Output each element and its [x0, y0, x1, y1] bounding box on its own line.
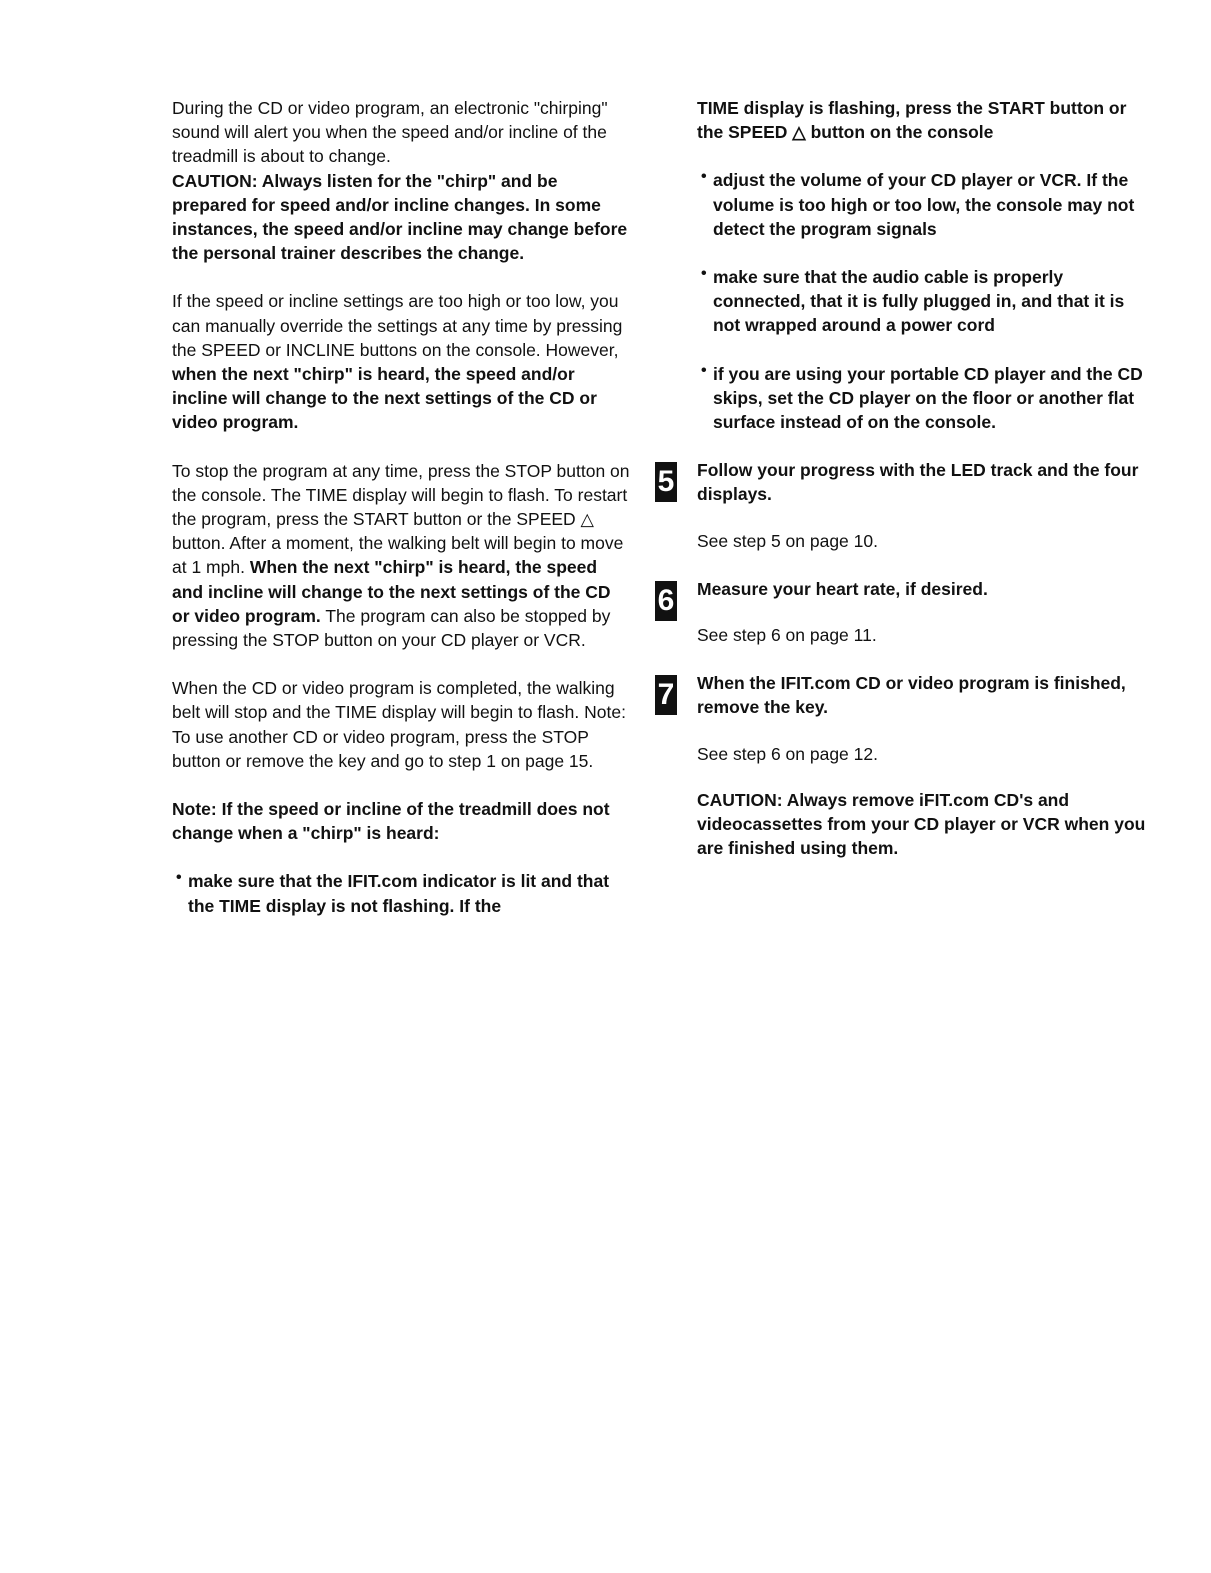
bullet-dot-icon: •: [176, 869, 182, 887]
chirp-intro-text: During the CD or video program, an electronic "chirping" sound will alert you when the speed and/or incline of the treadmill is about to change.: [172, 98, 608, 167]
step-6-reference: See step 6 on page 11.: [697, 625, 877, 646]
chirp-paragraph: [172, 96, 632, 265]
remove-media-caution: CAUTION: Always remove iFIT.com CD's and videocassettes from your CD player or VCR when you are finished using them.: [697, 789, 1146, 859]
step-6: [655, 577, 1155, 647]
step-5-title: Follow your progress with the LED track and the four displays.: [697, 460, 1139, 505]
bullet-audio-cable-wrap: [655, 265, 1155, 338]
bullet-cd-skips: [697, 362, 1155, 435]
override-paragraph: [172, 289, 632, 434]
bullet-volume: [697, 168, 1155, 241]
step-5: [655, 458, 1155, 553]
step-7-reference: See step 6 on page 12.: [697, 743, 878, 764]
bullet-continuation: [655, 96, 1155, 144]
left-column: [172, 96, 632, 918]
continuation-text: TIME display is flashing, press the START button or the SPEED △ button on the console: [697, 98, 1127, 143]
completed-text: When the CD or video program is completed, the walking belt will stop and the TIME display will begin to flash. Note: To use another CD or video program, press the STOP button or remove the key and go to step 1 on page 15.: [172, 678, 626, 771]
step-7-title: When the IFIT.com CD or video program is finished, remove the key.: [697, 673, 1126, 718]
bullet-dot-icon: •: [701, 168, 707, 186]
bullet-cd-skips-wrap: [655, 362, 1155, 435]
stop-bold-text: When the next "chirp" is heard, the speed and incline will change to the next settings of the CD or video program.: [172, 557, 611, 626]
override-text: If the speed or incline settings are too high or too low, you can manually override the settings at any time by pressing the SPEED or INCLINE buttons on the console. However,: [172, 291, 623, 360]
program-completed-paragraph: [172, 676, 632, 773]
step-number-badge: 7: [655, 675, 677, 715]
stop-program-text: [172, 459, 632, 653]
bullet-ifit-text: make sure that the IFIT.com indicator is lit and that the TIME display is not flashing. If the: [188, 871, 610, 916]
override-bold-text: when the next "chirp" is heard, the speed and/or incline will change to the next settings of the CD or video program.: [172, 364, 597, 433]
stop-end-text: The program can also be stopped by pressing the STOP button on your CD player or VCR.: [172, 605, 611, 651]
step-7: [655, 671, 1155, 860]
troubleshoot-note: [172, 797, 632, 845]
bullet-cd-skips-text: if you are using your portable CD player and the CD skips, set the CD player on the floor or another flat surface instead of on the console.: [713, 363, 1143, 433]
step-5-reference: See step 5 on page 10.: [697, 530, 878, 551]
chirp-caution-text: CAUTION: Always listen for the "chirp" and be prepared for speed and/or incline changes. In some instances, the speed and/or incline may change before the personal trainer describes the change.: [172, 170, 628, 264]
bullet-dot-icon: •: [701, 265, 707, 283]
step-number-badge: 6: [655, 581, 677, 621]
bullet-ifit-indicator: [172, 869, 632, 917]
bullet-dot-icon: •: [701, 361, 707, 379]
bullet-audio-cable: [697, 265, 1155, 338]
bullet-volume-text: adjust the volume of your CD player or VCR. If the volume is too high or too low, the console may not detect the program signals: [713, 170, 1135, 239]
override-paragraph-text: [172, 289, 632, 434]
step-6-title: Measure your heart rate, if desired.: [697, 578, 988, 599]
step-number-badge: 5: [655, 462, 677, 502]
bullet-volume-wrap: [655, 168, 1155, 241]
stop-text: To stop the program at any time, press the STOP button on the console. The TIME display will begin to flash. To restart the program, press the START button or the SPEED △ button. After a moment, the walking belt will begin to move at 1 mph.: [172, 460, 630, 578]
right-column: [655, 96, 1155, 884]
note-text: Note: If the speed or incline of the treadmill does not change when a "chirp" is heard:: [172, 799, 610, 844]
stop-program-paragraph: [172, 459, 632, 653]
bullet-audio-cable-text: make sure that the audio cable is properly connected, that it is fully plugged in, and that it is not wrapped around a power cord: [713, 267, 1125, 336]
